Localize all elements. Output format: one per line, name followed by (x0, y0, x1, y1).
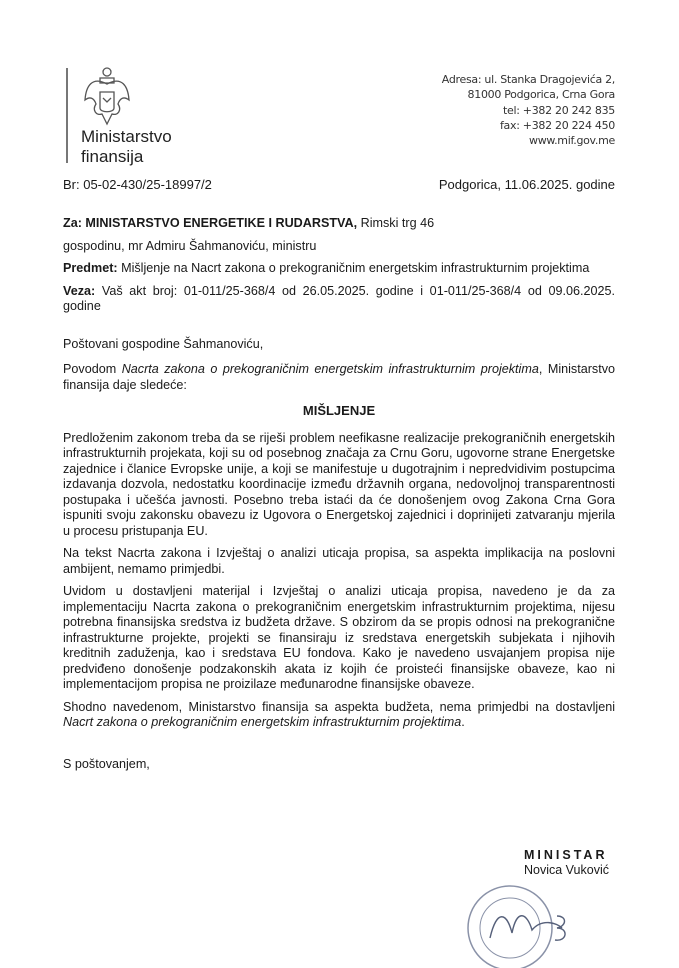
address-street: Adresa: ul. Stanka Dragojevića 2, (441, 73, 615, 86)
ministry-name-line1: Ministarstvo (81, 127, 172, 146)
website: www.mif.gov.me (529, 134, 615, 148)
letterhead-divider (66, 68, 68, 163)
signatory-name: Novica Vuković (524, 863, 609, 877)
letter-body (63, 216, 615, 779)
reference-label: Veza: (63, 283, 96, 298)
subject-text: Mišljenje na Nacrt zakona o prekograničnim energetskim infrastrukturnim projektima (117, 261, 590, 275)
recipient-label: Za: MINISTARSTVO ENERGETIKE I RUDARSTVA, (63, 216, 358, 230)
recipient-line (63, 216, 615, 232)
intro-law-title: Nacrta zakona o prekograničnim energetskim infrastrukturnim projektima (121, 362, 539, 376)
address-city: 81000 Podgorica, Crna Gora (467, 88, 615, 102)
intro-paragraph (63, 362, 615, 393)
fax: fax: +382 20 224 450 (499, 118, 615, 132)
paragraph-3: Uvidom u dostavljeni materijal i Izvještaj o analizi uticaja propisa, navedeno je da za implementaciju Nacrta zakona o prekograničnim energetskim infrastrukturnim projektima, nijesu potrebna finansijska sredstva iz budžeta države. S obzirom da se propis odnosi na prekogranične infrastrukturne projekte, projekti se finansiraju iz sredstava energetskih subjekata i njihovih kreditnih zaduženja, kao i sredstava EU fondova. Kako je navedeno usvajanjem propisa nije predviđeno donošenje podzakonskih akata iz kojih će proisteći finansijske obaveze, kao ni implementacijom propisa ne proizilaze međunarodne finansijske obaveze. (63, 584, 615, 691)
coat-of-arms-icon (82, 66, 132, 128)
subject-label: Predmet: (63, 261, 118, 275)
recipient-address: Rimski trg 46 (357, 216, 435, 230)
intro-pre: Povodom (63, 362, 122, 376)
closing: S poštovanjem, (63, 756, 150, 771)
signatory-title: MINISTAR (524, 848, 608, 862)
reference-text: Vaš akt broj: 01-011/25-368/4 od 26.05.2025. godine i 01-011/25-368/4 od 09.06.2025. godine (63, 283, 615, 313)
signature-block (524, 848, 609, 878)
subject-line (63, 261, 615, 277)
recipient-person: gospodinu, mr Admiru Šahmanoviću, ministru (63, 238, 317, 253)
document-date: Podgorica, 11.06.2025. godine (438, 177, 615, 192)
conclusion-pre: Shodno navedenom, Ministarstvo finansija sa aspekta budžeta, nema primjedbi na dostavljeni (63, 699, 615, 714)
reference-line (63, 284, 615, 315)
contact-block (442, 72, 615, 148)
phone: tel: +382 20 242 835 (502, 103, 615, 117)
official-stamp (462, 868, 592, 968)
conclusion-law-title: Nacrt zakona o prekograničnim energetskim infrastrukturnim projektima (63, 715, 462, 729)
conclusion-paragraph (63, 700, 615, 731)
salutation: Poštovani gospodine Šahmanoviću, (63, 336, 264, 351)
reference-number: Br: 05-02-430/25-18997/2 (63, 177, 212, 192)
ministry-name (81, 127, 172, 167)
ministry-name-line2: finansija (81, 147, 144, 166)
conclusion-post: . (461, 715, 465, 729)
paragraph-1: Predloženim zakonom treba da se riješi problem neefikasne realizacije prekograničnih energetskih infrastrukturnih projekata, koji su od posebnog značaja za Crnu Goru, ugovorne strane Energetske zajednice i članice Evropske unije, a koji se manifestuje u dugotrajnim i nepredvidivim postupcima izdavanja dozvola, nedostatku koordinacije između državnih organa, nedovoljnoj transparentnosti postupaka i učešća javnosti. Posebno treba istaći da će donošenjem ovog Zakona Crna Gora ispuniti svoju zakonsku obavezu iz Ugovora o Energetskoj zajednici i doprinijeti zatvaranju mjerila u procesu pristupanja EU. (63, 430, 615, 538)
opinion-heading: MIŠLJENJE (302, 403, 376, 418)
intro-post: , Ministarstvo finansija daje sledeće: (63, 362, 616, 392)
paragraph-2: Na tekst Nacrta zakona i Izvještaj o analizi uticaja propisa, sa aspekta implikacija na poslovni ambijent, nemamo primjedbi. (63, 546, 615, 576)
